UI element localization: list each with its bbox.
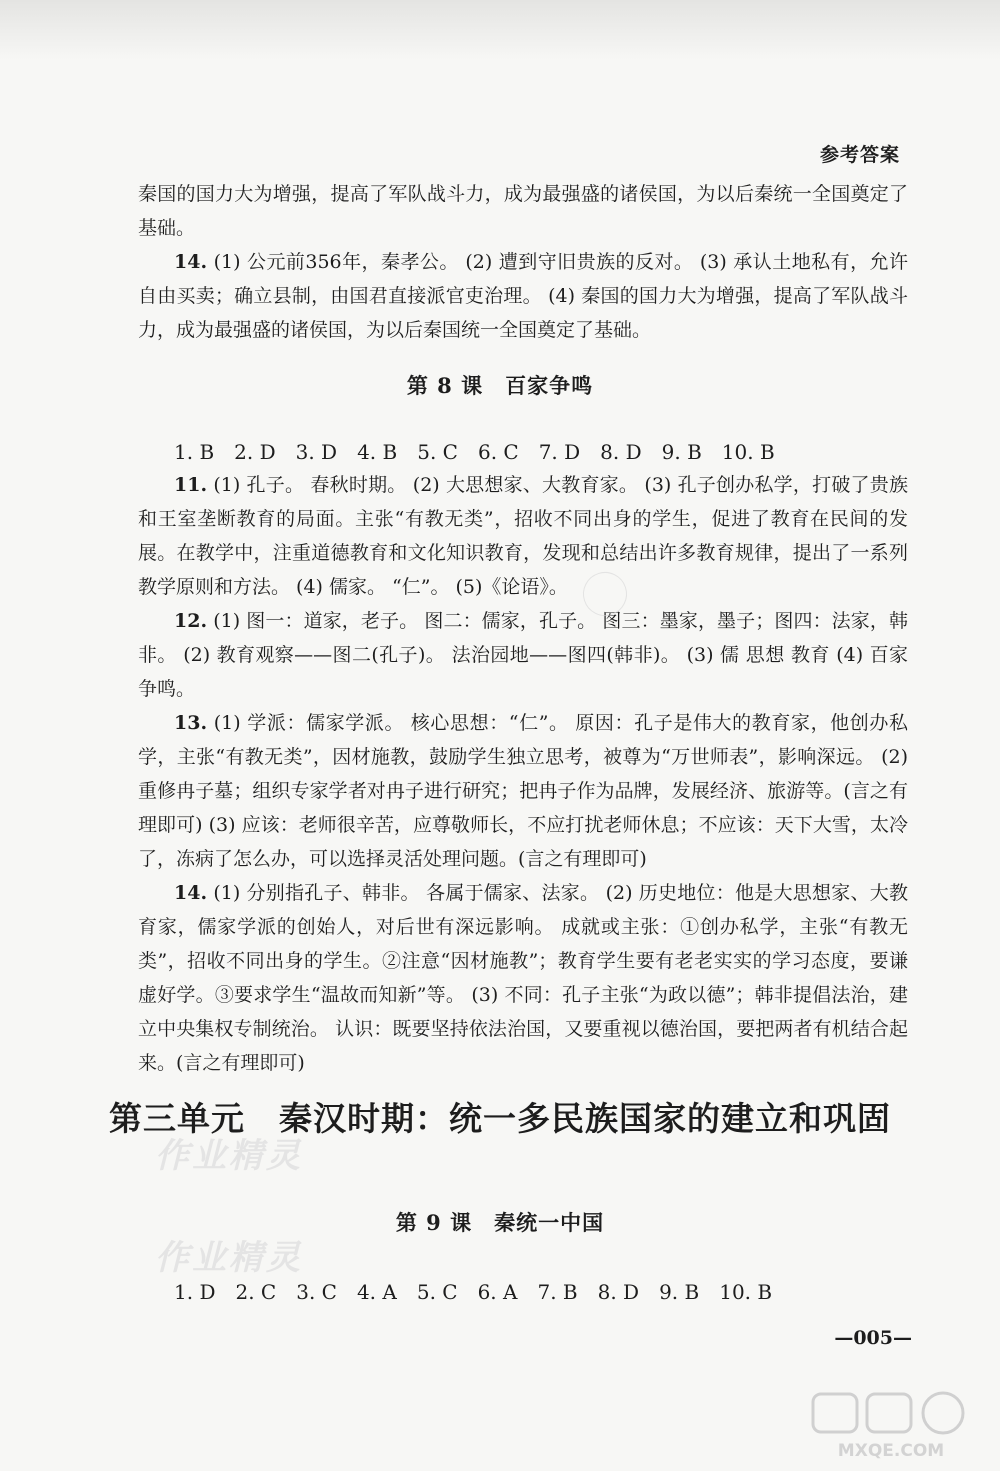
lesson8-questions: [138, 468, 908, 1080]
site-logo-watermark: [805, 1388, 977, 1462]
logo-url-text: MXQE.COM: [837, 1441, 945, 1461]
lesson8-q12: [138, 604, 908, 706]
lesson9-choices: [138, 1275, 908, 1309]
question-number: 12.: [174, 610, 208, 632]
watermark-text-1: 作业精灵: [155, 1136, 303, 1176]
lesson8-q14: [138, 876, 908, 1080]
page-number: —005—: [834, 1327, 912, 1349]
lesson8-q11: [138, 468, 908, 604]
intro-paragraph: [138, 177, 908, 245]
lesson7-q14-para: [138, 245, 908, 347]
lesson8-choice-answers: 1. B 2. D 3. D 4. B 5. C 6. C 7. D 8. D 9. B 10. B: [174, 440, 775, 464]
section-header: 参考答案: [819, 144, 900, 166]
lesson7-q14: [138, 245, 908, 347]
lesson9-title: 第 9 课 秦统一中国: [395, 1210, 605, 1235]
question-number: 14.: [174, 882, 208, 904]
answer-text: (1) 学派：儒家学派。 核心思想：“仁”。 原因：孔子是伟大的教育家，他创办私学，主张“有教无类”，因材施教，鼓励学生独立思考，被尊为“万世师表”，影响深远。 (2) 重修冉子墓；组织专家学者对冉子进行研究；把冉子作为品牌，发展经济、旅游等。(言之有理即可) (3) 应该：老师很辛苦，应尊敬师长，不应打扰老师休息；不应该：天下大雪，太冷了，冻病了怎么办，可以选择灵活处理问题。(言之有理即可): [138, 712, 908, 870]
question-number: 13.: [174, 712, 208, 734]
watermark-text-2: 作业精灵: [155, 1238, 303, 1278]
lesson8-title: 第 8 课 百家争鸣: [406, 373, 594, 398]
question-number: 14.: [174, 251, 208, 273]
answer-text: (1) 公元前356年，秦孝公。 (2) 遭到守旧贵族的反对。 (3) 承认土地私有，允许自由买卖；确立县制，由国君直接派官吏治理。 (4) 秦国的国力大为增强，提高了军队战斗力，成为最强盛的诸侯国，为以后秦国统一全国奠定了基础。: [138, 251, 908, 341]
scan-top-shadow: [0, 0, 1000, 60]
lesson8-q13: [138, 706, 908, 876]
question-number: 11.: [174, 474, 208, 496]
unit3-title: 第三单元 秦汉时期：统一多民族国家的建立和巩固: [109, 1099, 891, 1138]
intro-text: 秦国的国力大为增强，提高了军队战斗力，成为最强盛的诸侯国，为以后秦统一全国奠定了基础。: [138, 183, 908, 239]
answer-text: (1) 分别指孔子、韩非。 各属于儒家、法家。 (2) 历史地位：他是大思想家、大教育家，儒家学派的创始人，对后世有深远影响。 成就或主张：①创办私学，主张“有教无类”，招收不同出身的学生。②注意“因材施教”；教育学生要有老老实实的学习态度，要谦虚好学。③要求学生“温故而知新”等。 (3) 不同：孔子主张“为政以德”；韩非提倡法治，建立中央集权专制统治。 认识：既要坚持依法治国，又要重视以德治国，要把两者有机结合起来。(言之有理即可): [138, 882, 908, 1074]
lesson8-choices: [138, 435, 908, 469]
answer-text: (1) 图一：道家，老子。 图二：儒家，孔子。 图三：墨家，墨子；图四：法家，韩非。 (2) 教育观察——图二(孔子)。 法治园地——图四(韩非)。 (3) 儒 思想 教育 (4) 百家争鸣。: [138, 610, 908, 700]
lesson9-choice-answers: 1. D 2. C 3. C 4. A 5. C 6. A 7. B 8. D 9. B 10. B: [174, 1280, 773, 1304]
answer-text: (1) 孔子。 春秋时期。 (2) 大思想家、大教育家。 (3) 孔子创办私学，打破了贵族和王室垄断教育的局面。主张“有教无类”，招收不同出身的学生，促进了教育在民间的发展。在教学中，注重道德教育和文化知识教育，发现和总结出许多教育规律，提出了一系列教学原则和方法。 (4) 儒家。 “仁”。 (5)《论语》。: [138, 474, 908, 598]
